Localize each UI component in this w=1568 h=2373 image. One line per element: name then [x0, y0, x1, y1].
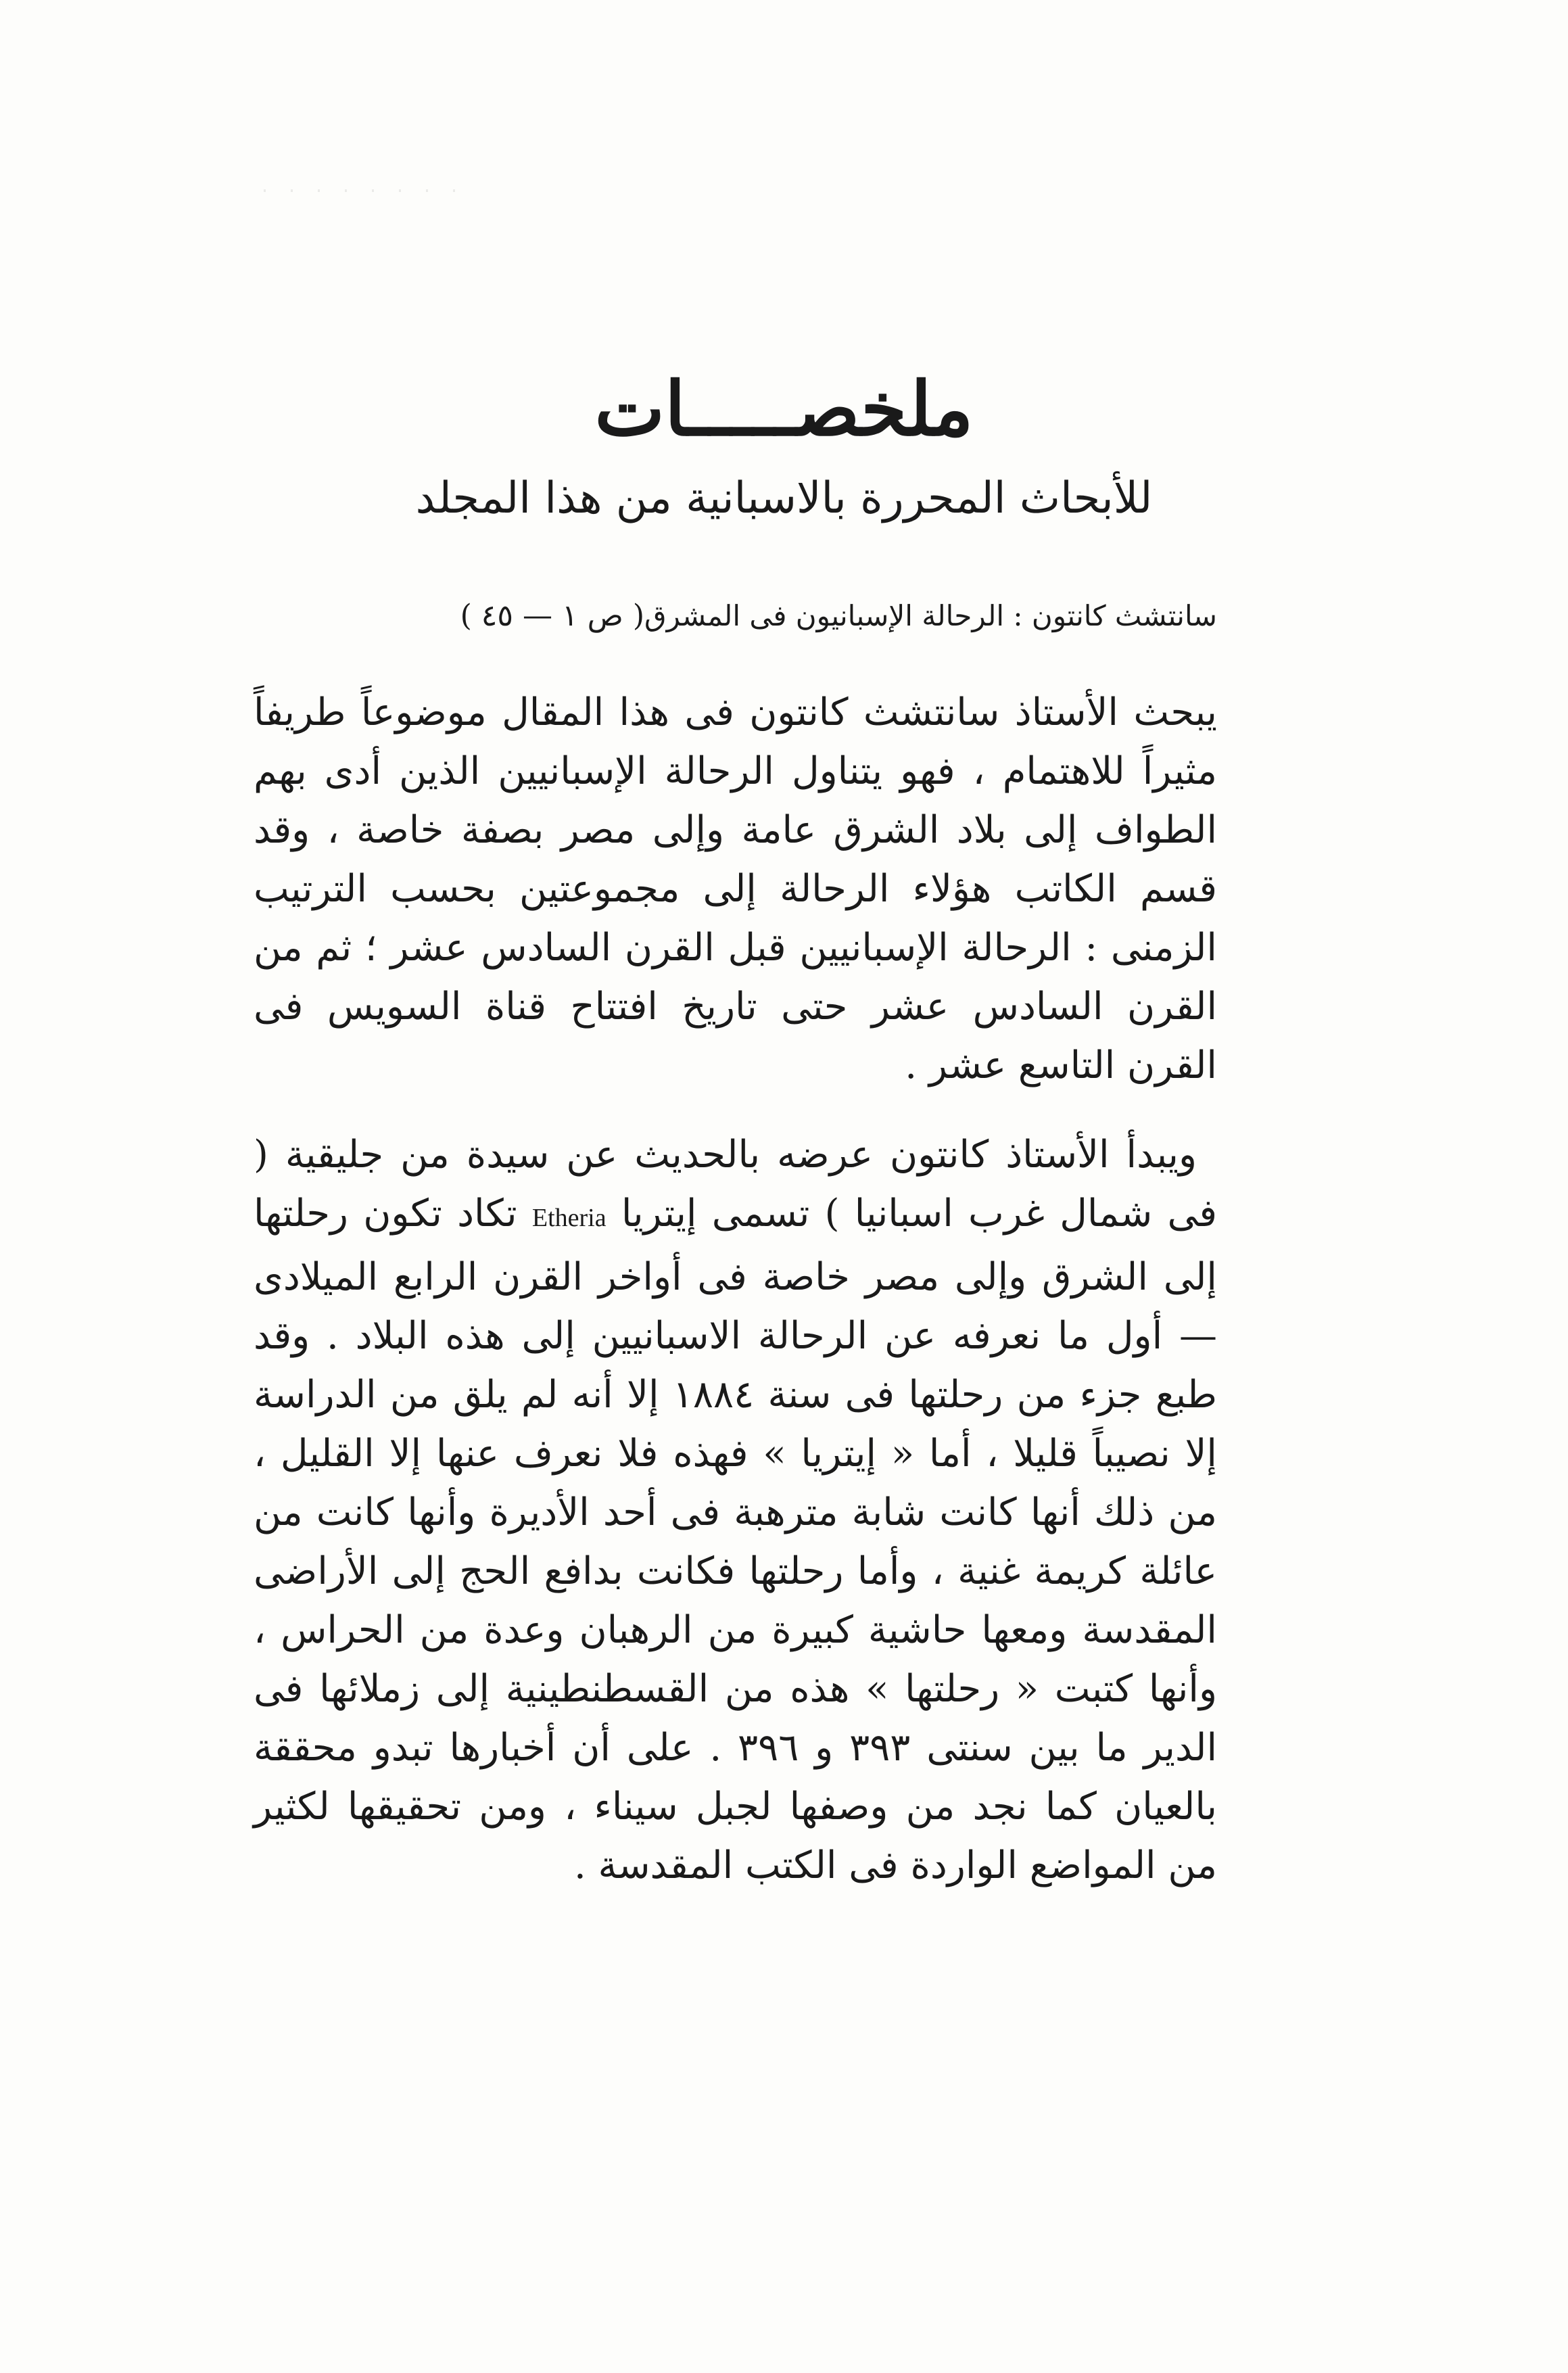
article-header [460, 598, 1217, 633]
paragraph-2-part-1: ويبدأ الأستاذ كانتون عرضه بالحديث عن سيدة من جليقية ( فى شمال غرب اسبانيا ) تسمى إيتريا [254, 1133, 1217, 1236]
article-body [254, 683, 1217, 1895]
latin-name: Etheria [531, 1204, 607, 1232]
page-title: ملخصـــــات [594, 365, 974, 452]
article-page-range: ( ص ١ — ٤٥ ) [460, 598, 645, 633]
paper-blemish [264, 189, 467, 192]
paragraph-1: يبحث الأستاذ سانتشث كانتون فى هذا المقال موضوعاً طريفاً مثيراً للاهتمام ، فهو يتناول الرحالة الإسبانيين الذين أدى بهم الطواف إلى بلاد الشرق عامة وإلى مصر بصفة خاصة ، وقد قسم الكاتب هؤلاء الرحالة إلى مجموعتين بحسب الترتيب الزمنى : الرحالة الإسبانيين قبل القرن السادس عشر ؛ ثم من القرن السادس عشر حتى تاريخ افتتاح قناة السويس فى القرن التاسع عشر . [254, 690, 1217, 1087]
paragraph-2 [254, 1125, 1217, 1895]
paragraph-2-part-2: تكاد تكون رحلتها إلى الشرق وإلى مصر خاصة فى أواخر القرن الرابع الميلادى — أول ما نعرفه عن الرحالة الاسبانيين إلى هذه البلاد . وقد طبع جزء من رحلتها فى سنة ١٨٨٤ إلا أنه لم يلق من الدراسة إلا نصيباً قليلا ، أما « إيتريا » فهذه فلا نعرف عنها إلا القليل ، من ذلك أنها كانت شابة مترهبة فى أحد الأديرة وأنها كانت من عائلة كريمة غنية ، وأما رحلتها فكانت بدافع الحج إلى الأراضى المقدسة ومعها حاشية كبيرة من الرهبان وعدة من الحراس ، وأنها كتبت « رحلتها » هذه من القسطنطينية إلى زملائها فى الدير ما بين سنتى ٣٩٣ و ٣٩٦ . على أن أخبارها تبدو محققة بالعيان كما نجد من وصفها لجبل سيناء ، ومن تحقيقها لكثير من المواضع الواردة فى الكتب المقدسة . [254, 1192, 1217, 1887]
article-author-title: سانتشث كانتون : الرحالة الإسبانيون فى المشرق [644, 599, 1217, 632]
page-subtitle: للأبحاث المحررة بالاسبانية من هذا المجلد [415, 473, 1153, 523]
